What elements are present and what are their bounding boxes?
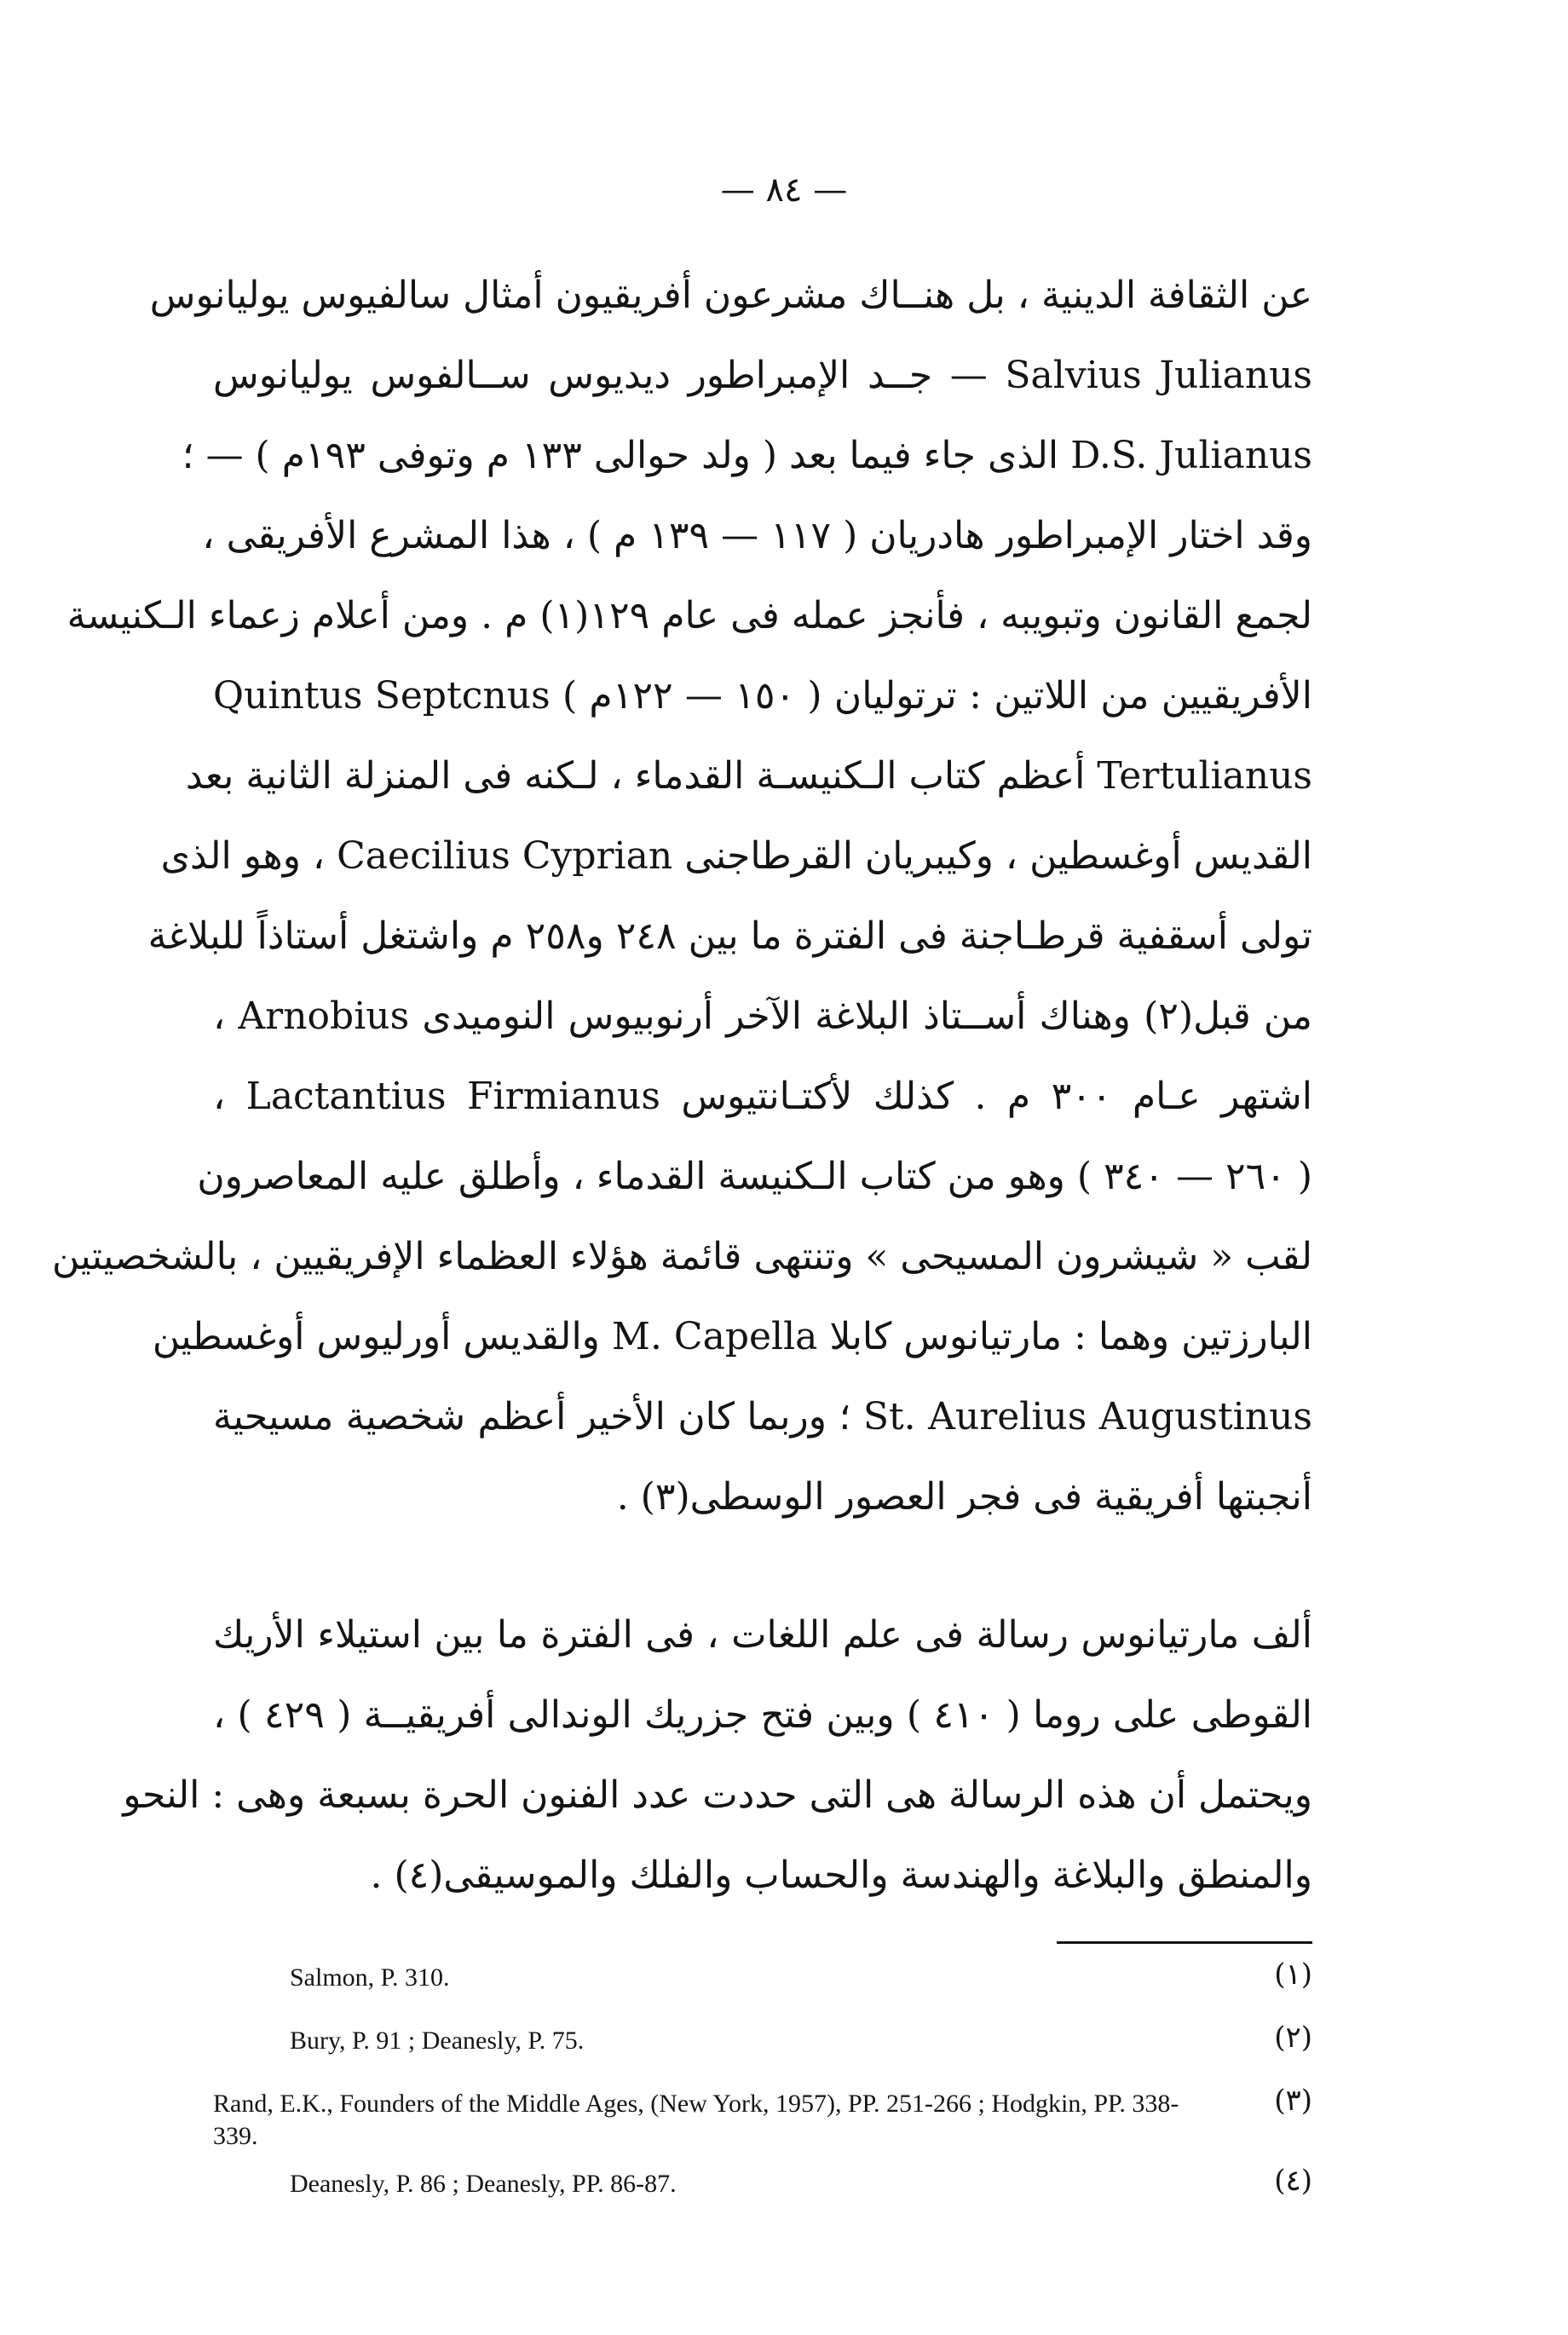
footnote-marker: (١) <box>1274 1957 1312 1992</box>
footnote <box>290 2158 1312 2216</box>
paragraph <box>52 256 1313 1537</box>
page-number: — ٨٤ — <box>720 170 848 210</box>
text-line: ويحتمل أن هذه الرسالة هى التى حددت عدد الفنون الحرة بسبعة وهى : النحو <box>123 1773 1312 1817</box>
text-line: تولى أسقفية قرطـاجنة فى الفترة ما بين ٢٤٨ و٢٥٨ م واشتغل أستاذاً للبلاغة <box>147 914 1312 958</box>
text-line: وقد اختار الإمبراطور هادريان ( ١١٧ — ١٣٩ م ) ، هذا المشرع الأفريقى ، <box>202 514 1312 557</box>
text-line: البارزتين وهما : مارتيانوس كابلا M. Capella والقديس أورليوس أوغسطين <box>152 1315 1312 1358</box>
text-line: ألف مارتيانوس رسالة فى علم اللغات ، فى الفترة ما بين استيلاء الأريك <box>213 1613 1312 1657</box>
text-line: الأفريقيين من اللاتين : ترتوليان ( ١٥٠ — ١٢٢م ) Quintus Septcnus <box>213 674 1312 718</box>
footnote-text: Bury, P. 91 ; Deanesly, P. 75. <box>290 2027 585 2055</box>
text-line: ( ٢٦٠ — ٣٤٠ ) وهو من كتاب الـكنيسة القدماء ، وأطلق عليه المعاصرون <box>197 1155 1312 1198</box>
footnote-marker: (٣) <box>1274 2084 1312 2118</box>
text-line: عن الثقافة الدينية ، بل هنــاك مشرعون أفريقيون أمثال سالفيوس يوليانوس <box>149 274 1312 317</box>
footnote-text: Rand, E.K., Founders of the Middle Ages, (New York, 1957), PP. 251-266 ; Hodgkin, PP. 338-339. <box>213 2090 1179 2150</box>
text-line: اشتهر عـام ٣٠٠ م . كذلك لأكتـانتيوس Lactantius Firmianus ، <box>213 1075 1313 1118</box>
footnote-text: Salmon, P. 310. <box>290 1963 450 1992</box>
text-line: القديس أوغسطين ، وكيبريان القرطاجنى Caecilius Cyprian ، وهو الذى <box>160 834 1312 878</box>
text-line: لقب « شيشرون المسيحى » وتنتهى قائمة هؤلاء العظماء الإفريقيين ، بالشخصيتين <box>52 1235 1312 1278</box>
footnote <box>213 2078 1312 2153</box>
text-line: لجمع القانون وتبويبه ، فأنجز عمله فى عام ١٢٩(١) م . ومن أعلام زعماء الـكنيسة <box>66 594 1312 637</box>
footnote-marker: (٤) <box>1274 2164 1312 2198</box>
paragraph-gap <box>213 1537 1312 1595</box>
text-line: St. Aurelius Augustinus ؛ وربما كان الأخير أعظم شخصية مسيحية <box>213 1395 1312 1438</box>
footnote-divider <box>1057 1941 1312 1944</box>
text-line: من قبل(٢) وهناك أســتاذ البلاغة الآخر أرنوبيوس النوميدى Arnobius ، <box>213 995 1312 1038</box>
footnote-text: Deanesly, P. 86 ; Deanesly, PP. 86-87. <box>290 2170 677 2198</box>
text-line: Salvius Julianus — جــد الإمبراطور ديديوس ســالفوس يوليانوس <box>213 354 1312 397</box>
text-line: والمنطق والبلاغة والهندسة والحساب والفلك والموسيقى(٤) . <box>370 1854 1312 1897</box>
main-text <box>52 256 1313 1916</box>
footnote <box>290 1952 1312 2009</box>
footnotes <box>213 1952 1312 2221</box>
text-line: Tertulianus أعظم كتاب الـكنيسـة القدماء ، لـكنه فى المنزلة الثانية بعد <box>185 754 1312 798</box>
footnote <box>290 2015 1312 2073</box>
footnote-marker: (٢) <box>1274 2021 1312 2055</box>
text-line: D.S. Julianus الذى جاء فيما بعد ( ولد حوالى ١٣٣ م وتوفى ١٩٣م ) — ؛ <box>182 434 1312 477</box>
text-line: القوطى على روما ( ٤١٠ ) وبين فتح جزريك الوندالى أفريقيــة ( ٤٢٩ ) ، <box>213 1693 1313 1737</box>
paragraph <box>123 1595 1313 1916</box>
text-line: أنجبتها أفريقية فى فجر العصور الوسطى(٣) . <box>616 1475 1312 1519</box>
